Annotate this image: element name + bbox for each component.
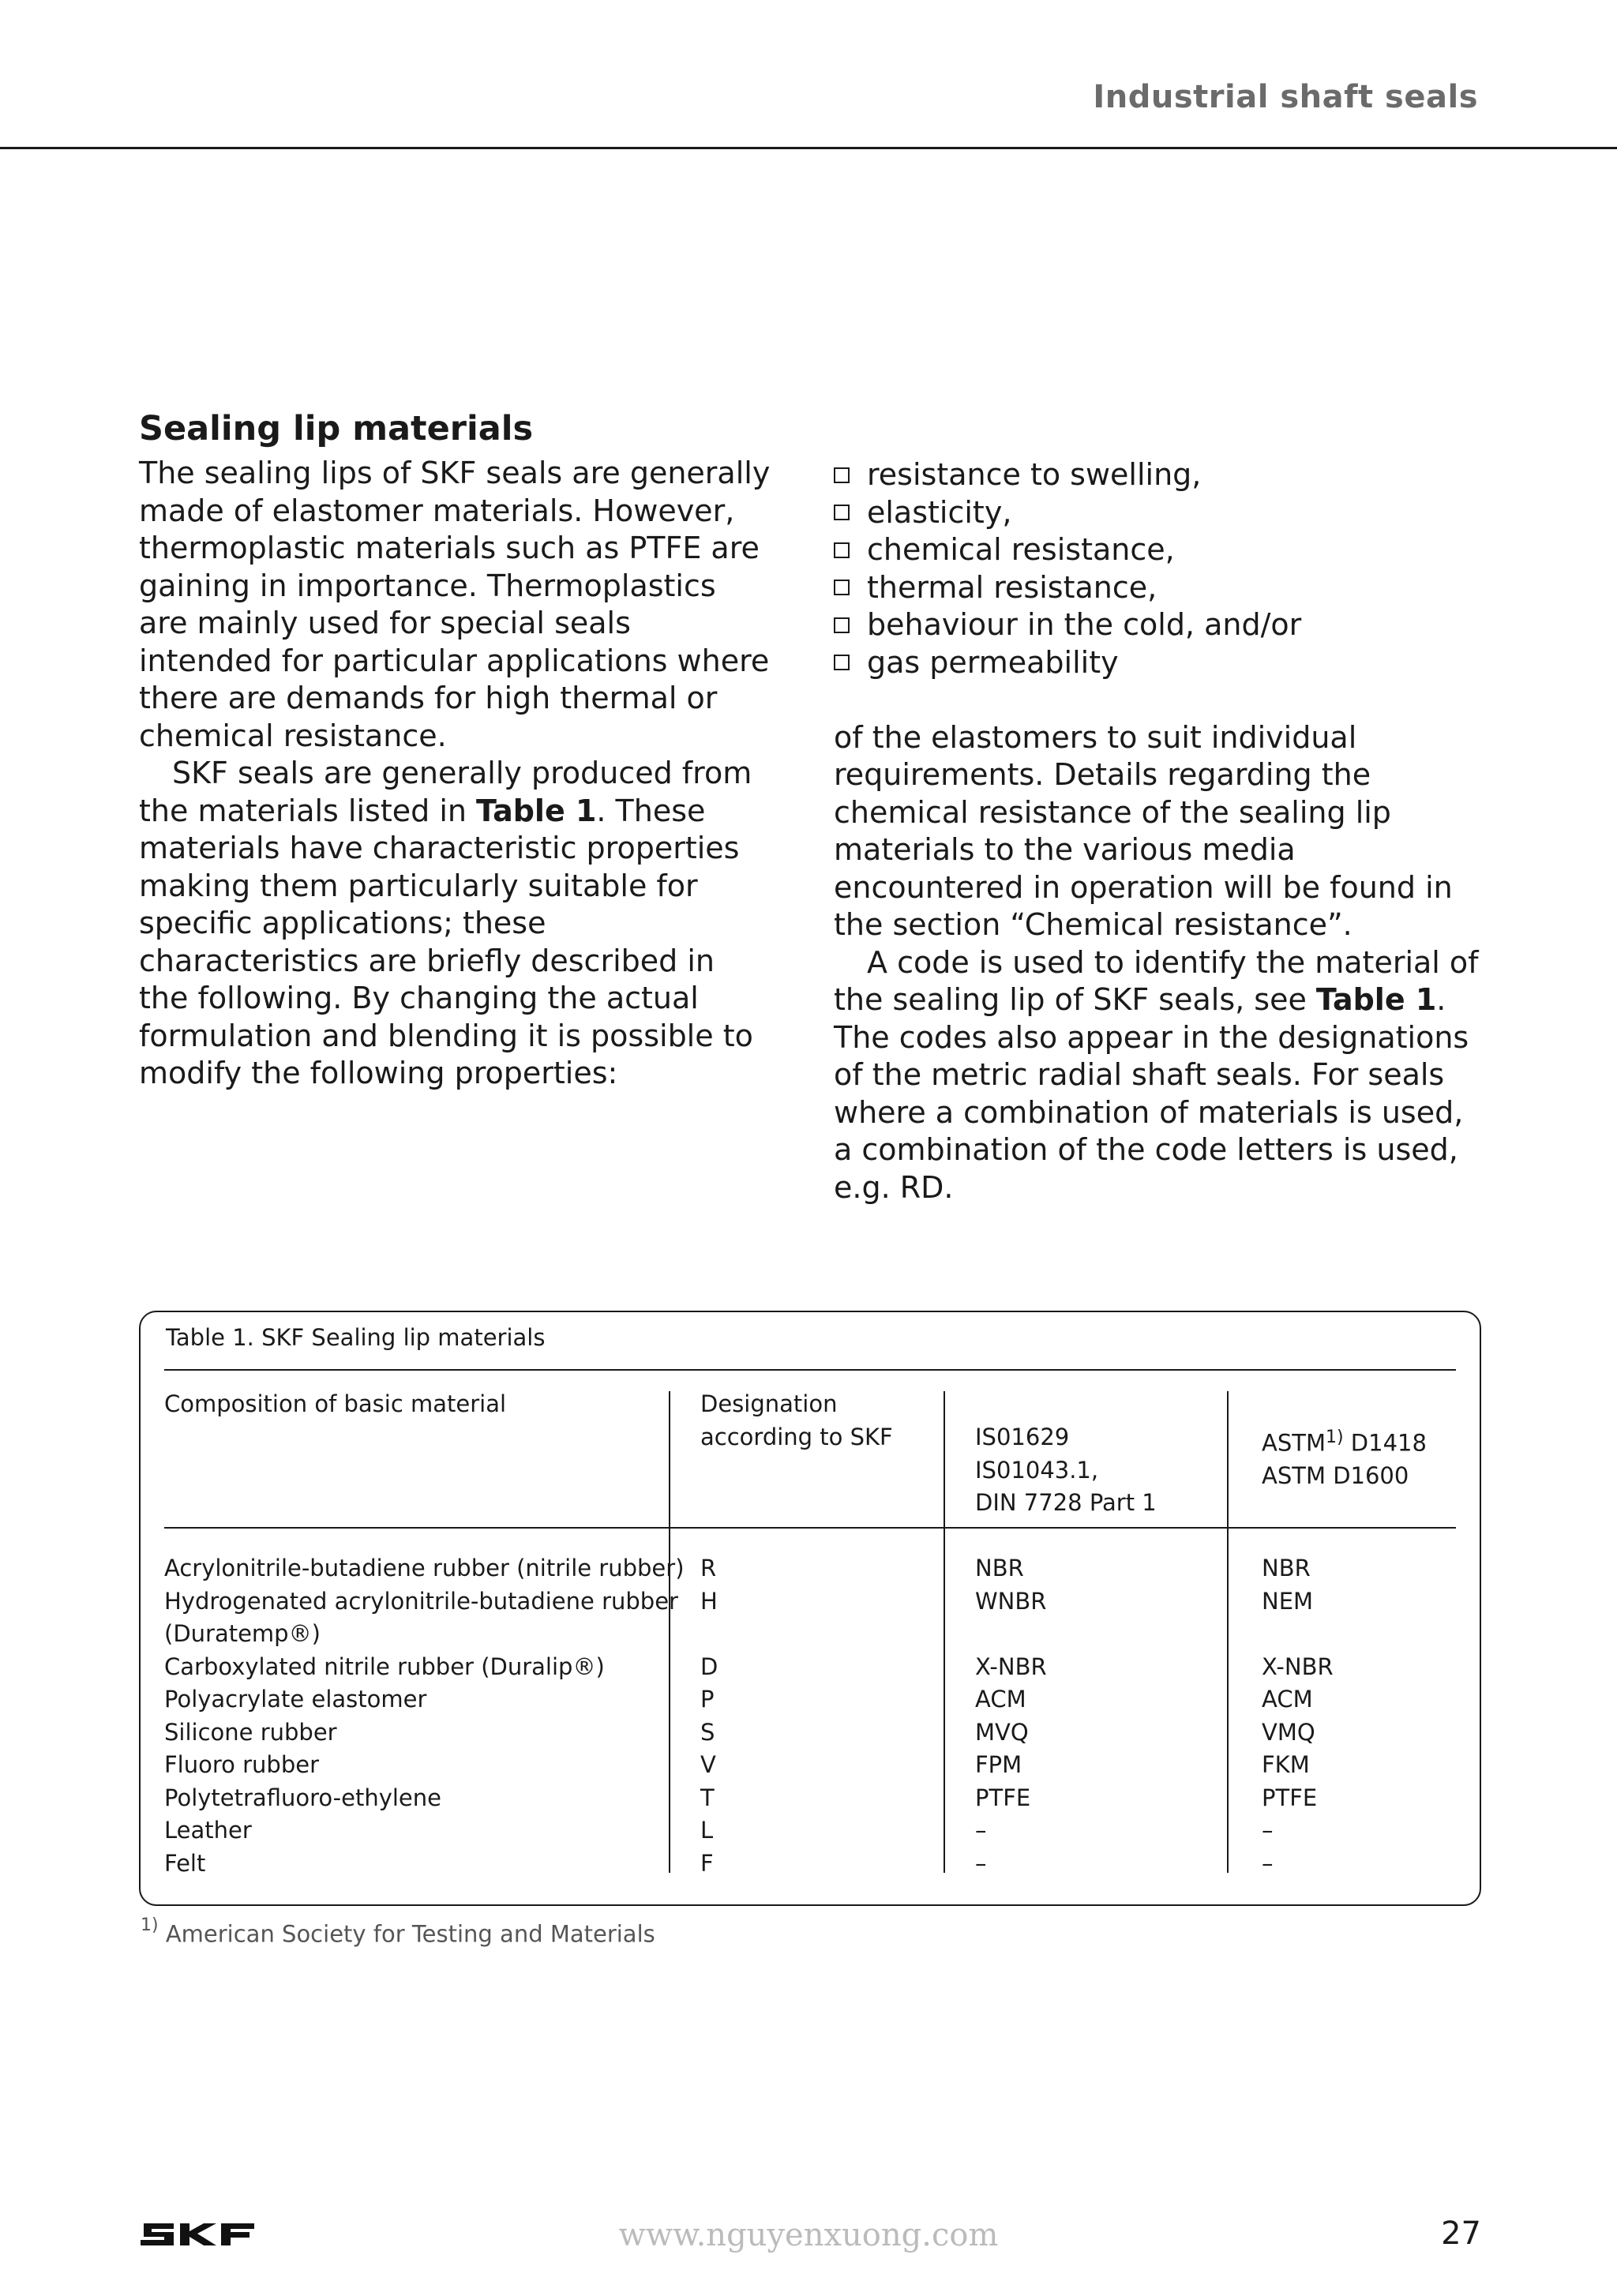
running-header: Industrial shaft seals (1093, 79, 1478, 115)
page-number: 27 (1441, 2215, 1481, 2252)
table-cell (975, 1618, 1047, 1651)
table-cell: – (1262, 1849, 1274, 1877)
table-cell: X-NBR (975, 1653, 1047, 1680)
left-column (139, 403, 771, 1093)
table-caption: Table 1. SKF Sealing lip materials (166, 1324, 546, 1351)
checkbox-bullet-icon (834, 467, 850, 483)
table-cell (700, 1618, 718, 1651)
table-cell: D (700, 1653, 718, 1680)
header-text: ASTM (1262, 1429, 1326, 1457)
website-watermark: www.nguyenxuong.com (618, 2217, 999, 2253)
table-cell: T (700, 1784, 715, 1811)
table-cell: PTFE (1262, 1784, 1318, 1811)
header-text: D1418 (1343, 1429, 1427, 1457)
table-cell: H (700, 1587, 718, 1615)
header-line: ASTM D1600 (1262, 1462, 1409, 1490)
checkbox-bullet-icon (834, 655, 850, 670)
footnote-marker: 1) (1325, 1427, 1344, 1447)
table-cell: – (975, 1817, 987, 1844)
table-cell: Carboxylated nitrile rubber (Duralip®) (164, 1653, 605, 1680)
header-line: Designation (700, 1390, 838, 1417)
table-cell: NBR (975, 1555, 1024, 1581)
text-run: SKF seals are generally produced from the materials listed in (139, 756, 752, 828)
text-run: . These materials have characteristic properties making them particularly suitable for specific applications; these characteristics are briefly described in the following. By changing the actual formulation and blending it is possible to modify the following properties: (139, 793, 753, 1090)
list-item-text: elasticity, (867, 494, 1012, 530)
header-rule (0, 147, 1617, 149)
table-reference: Table 1 (476, 793, 597, 828)
header-astm (1262, 1421, 1427, 1493)
checkbox-bullet-icon (834, 580, 850, 595)
text-run: . The codes also appear in the designations of the metric radial shaft seals. For seals where a combination of materials is used, a combination of the code letters is used, e.g. RD. (834, 982, 1469, 1205)
header-line: DIN 7728 Part 1 (975, 1489, 1157, 1516)
spacer (834, 681, 1481, 719)
table-cell: NBR (1262, 1555, 1311, 1581)
column-composition (164, 1552, 685, 1880)
table-cell: X-NBR (1262, 1653, 1334, 1680)
column-skf-code (700, 1552, 718, 1880)
header-designation (700, 1388, 893, 1454)
right-column (834, 456, 1481, 1206)
table-cell: S (700, 1718, 715, 1746)
checkbox-bullet-icon (834, 542, 850, 558)
paragraph (139, 755, 771, 1093)
table-cell: Leather (164, 1817, 252, 1844)
table-reference: Table 1 (1315, 982, 1437, 1017)
header-line: according to SKF (700, 1423, 893, 1450)
table-cell: P (700, 1686, 715, 1713)
table-divider (1227, 1391, 1229, 1873)
header-composition: Composition of basic material (164, 1390, 507, 1417)
table-cell: Polytetrafluoro-ethylene (164, 1784, 441, 1811)
paragraph: of the elastomers to suit individual requirements. Details regarding the chemical resistance of the sealing lip materials to the various media encountered in operation will be found in the section “Chemical resistance”. (834, 719, 1453, 942)
paragraph: The sealing lips of SKF seals are generally made of elastomer materials. However, thermoplastic materials such as PTFE are gaining in importance. Thermoplastics are mainly used for special seals intended for particular applications where there are demands for high thermal or chemical resistance. (139, 456, 771, 753)
property-list (834, 456, 1481, 681)
table-cell: – (1262, 1817, 1274, 1844)
table-cell: VMQ (1262, 1718, 1315, 1746)
table-cell: MVQ (975, 1718, 1029, 1746)
table-cell: – (975, 1849, 987, 1877)
section-heading: Sealing lip materials (139, 409, 534, 448)
table-rule-top (164, 1369, 1456, 1371)
paragraph (834, 944, 1481, 1207)
table-rule-header (164, 1527, 1456, 1529)
checkbox-bullet-icon (834, 617, 850, 633)
table-cell: Polyacrylate elastomer (164, 1686, 427, 1713)
table-cell: (Duratemp®) (164, 1620, 321, 1647)
list-item (834, 606, 1481, 644)
column-iso (975, 1552, 1047, 1880)
table-cell: Fluoro rubber (164, 1751, 319, 1778)
footnote-marker: 1) (141, 1915, 159, 1935)
table-cell: Hydrogenated acrylonitrile-butadiene rubber (164, 1587, 678, 1615)
text-run: A code is used to identify the material of the sealing lip of SKF seals, see (834, 944, 1479, 1017)
list-item (834, 644, 1481, 682)
table-cell: F (700, 1849, 714, 1877)
checkbox-bullet-icon (834, 505, 850, 520)
list-item-text: chemical resistance, (867, 532, 1175, 567)
table-cell: L (700, 1817, 714, 1844)
table-cell: NEM (1262, 1587, 1314, 1615)
list-item-text: resistance to swelling, (867, 457, 1202, 492)
table-cell (1262, 1618, 1334, 1651)
table-cell: PTFE (975, 1784, 1031, 1811)
list-item (834, 494, 1481, 532)
table-cell: Acrylonitrile-butadiene rubber (nitrile rubber) (164, 1555, 685, 1581)
table-cell: ACM (975, 1686, 1026, 1713)
table-divider (944, 1391, 945, 1873)
list-item (834, 456, 1481, 494)
table-footnote (141, 1915, 655, 1948)
list-item-text: thermal resistance, (867, 569, 1157, 605)
column-astm (1262, 1552, 1334, 1880)
list-item-text: behaviour in the cold, and/or (867, 607, 1302, 642)
table-cell: R (700, 1555, 717, 1581)
header-line: IS01629 (975, 1424, 1070, 1450)
table-cell: ACM (1262, 1686, 1313, 1713)
table-cell: FPM (975, 1751, 1022, 1778)
footnote-text: American Society for Testing and Materials (165, 1920, 655, 1948)
table-cell: V (700, 1751, 716, 1778)
list-item (834, 569, 1481, 607)
table-cell: Silicone rubber (164, 1718, 337, 1746)
header-line: IS01043.1, (975, 1456, 1099, 1484)
header-line (1262, 1421, 1427, 1460)
header-iso (975, 1421, 1157, 1520)
table-cell: FKM (1262, 1751, 1310, 1778)
list-item-text: gas permeability (867, 644, 1119, 680)
table-cell: WNBR (975, 1587, 1047, 1615)
list-item (834, 531, 1481, 569)
table-cell: Felt (164, 1849, 206, 1877)
